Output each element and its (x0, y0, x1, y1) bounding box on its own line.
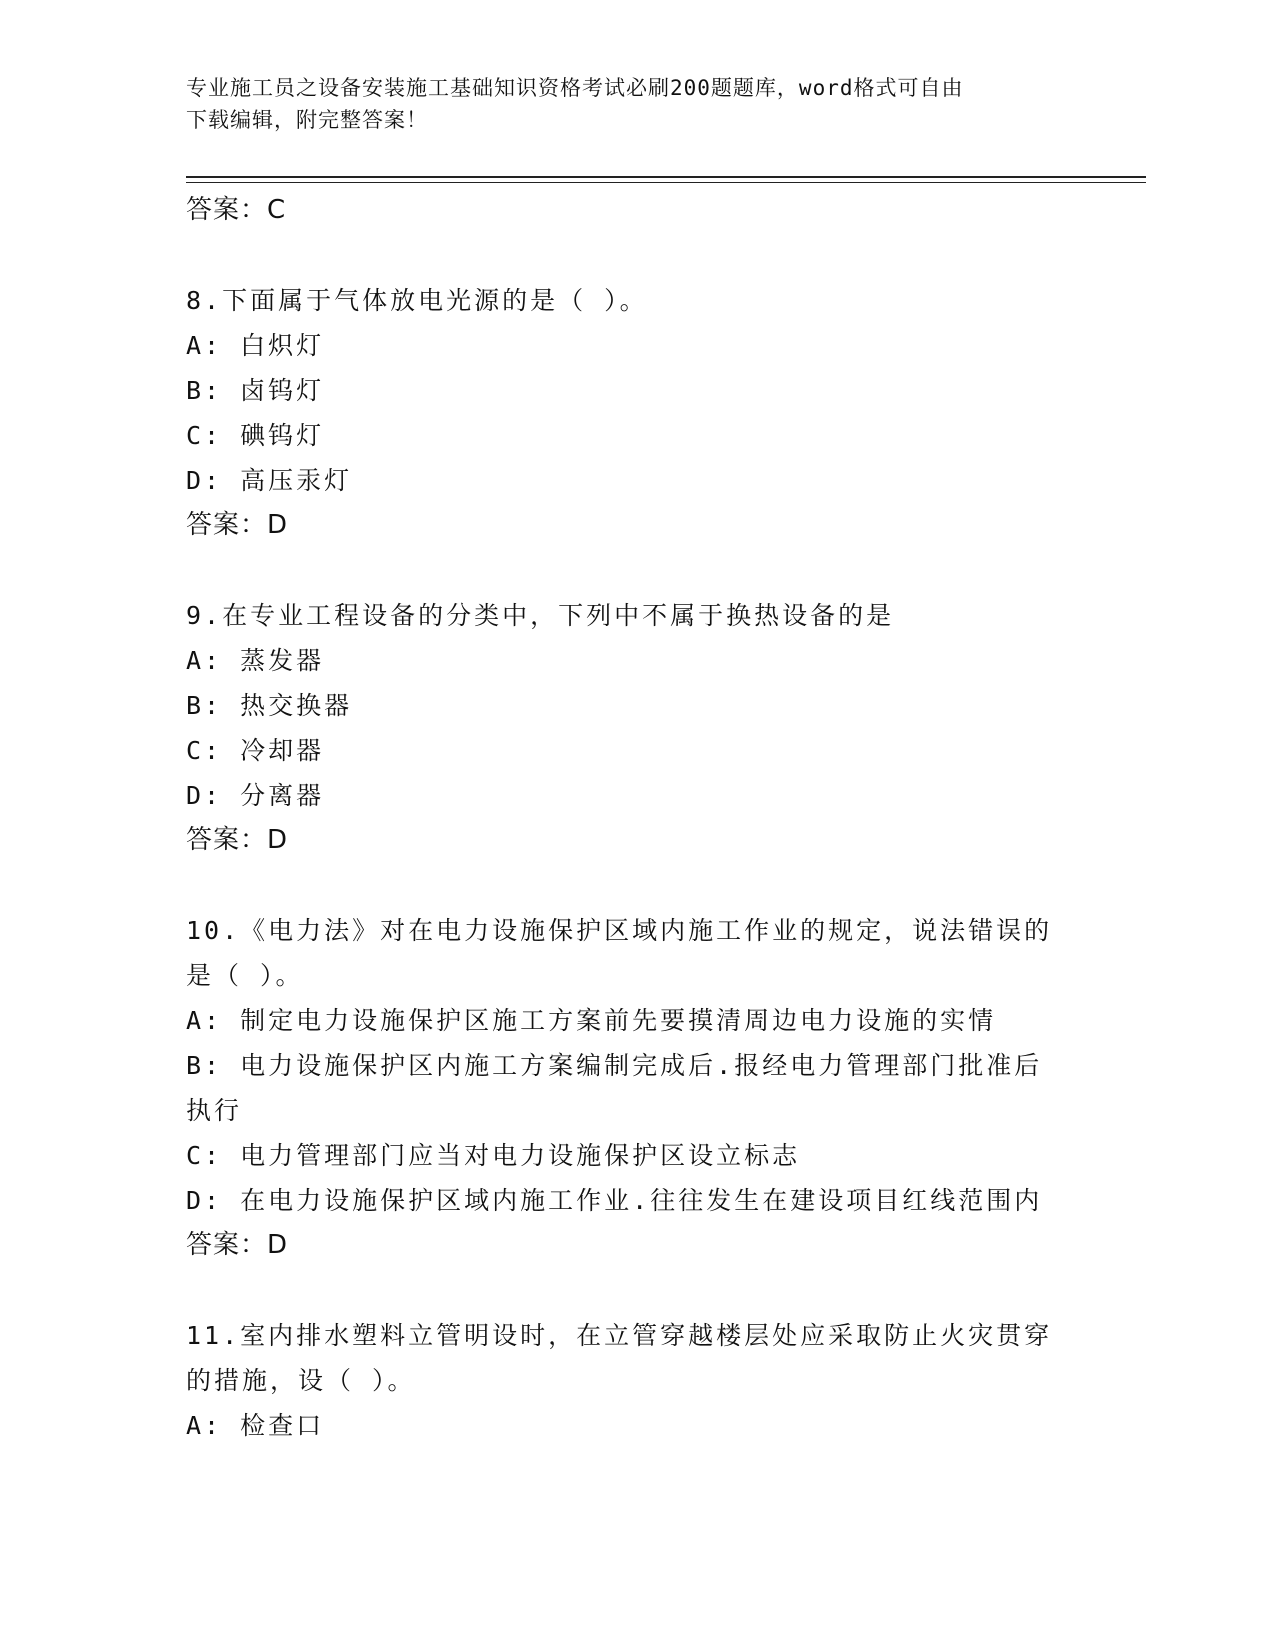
question-list (186, 188, 1076, 1448)
option-c: C: 冷却器 (186, 736, 325, 765)
document-header (186, 72, 1066, 136)
question-10 (186, 908, 1076, 1268)
option-a: A: 蒸发器 (186, 646, 325, 675)
answer: 答案：D (186, 510, 289, 540)
question-stem-line-1: 10.《电力法》对在电力设施保护区域内施工作业的规定，说法错误的 (186, 916, 1053, 945)
option-a: A: 白炽灯 (186, 331, 325, 360)
option-d: D: 分离器 (186, 781, 325, 810)
question-stem: 8.下面属于气体放电光源的是（ ）。 (186, 286, 648, 315)
option-c: C: 电力管理部门应当对电力设施保护区设立标志 (186, 1141, 801, 1170)
question-stem-line-2: 的措施，设（ ）。 (186, 1366, 416, 1395)
spacer (186, 1268, 1076, 1313)
header-line-1: 专业施工员之设备安装施工基础知识资格考试必刷200题题库，word格式可自由 (186, 76, 964, 100)
option-a: A: 制定电力设施保护区施工方案前先要摸清周边电力设施的实情 (186, 1006, 997, 1035)
previous-answer: 答案：C (186, 195, 287, 225)
header-divider-thin (186, 182, 1146, 183)
header-divider-thick (186, 176, 1146, 178)
option-a: A: 检查口 (186, 1411, 325, 1440)
option-b: B: 电力设施保护区内施工方案编制完成后.报经电力管理部门批准后 (186, 1051, 1043, 1080)
option-c: C: 碘钨灯 (186, 421, 325, 450)
question-8 (186, 278, 1076, 548)
question-11 (186, 1313, 1076, 1448)
spacer (186, 233, 1076, 278)
question-stem-line-1: 11.室内排水塑料立管明设时，在立管穿越楼层处应采取防止火灾贯穿 (186, 1321, 1053, 1350)
option-d: D: 高压汞灯 (186, 466, 353, 495)
answer: 答案：D (186, 825, 289, 855)
spacer (186, 863, 1076, 908)
header-line-2: 下载编辑，附完整答案！ (186, 108, 428, 132)
option-b: B: 卤钨灯 (186, 376, 325, 405)
answer: 答案：D (186, 1230, 289, 1260)
option-b: B: 热交换器 (186, 691, 353, 720)
option-b-continued: 执行 (186, 1096, 243, 1125)
question-stem-line-2: 是（ ）。 (186, 961, 304, 990)
question-stem: 9.在专业工程设备的分类中，下列中不属于换热设备的是 (186, 601, 895, 630)
option-d: D: 在电力设施保护区域内施工作业.往往发生在建设项目红线范围内 (186, 1186, 1043, 1215)
question-9 (186, 593, 1076, 863)
spacer (186, 548, 1076, 593)
